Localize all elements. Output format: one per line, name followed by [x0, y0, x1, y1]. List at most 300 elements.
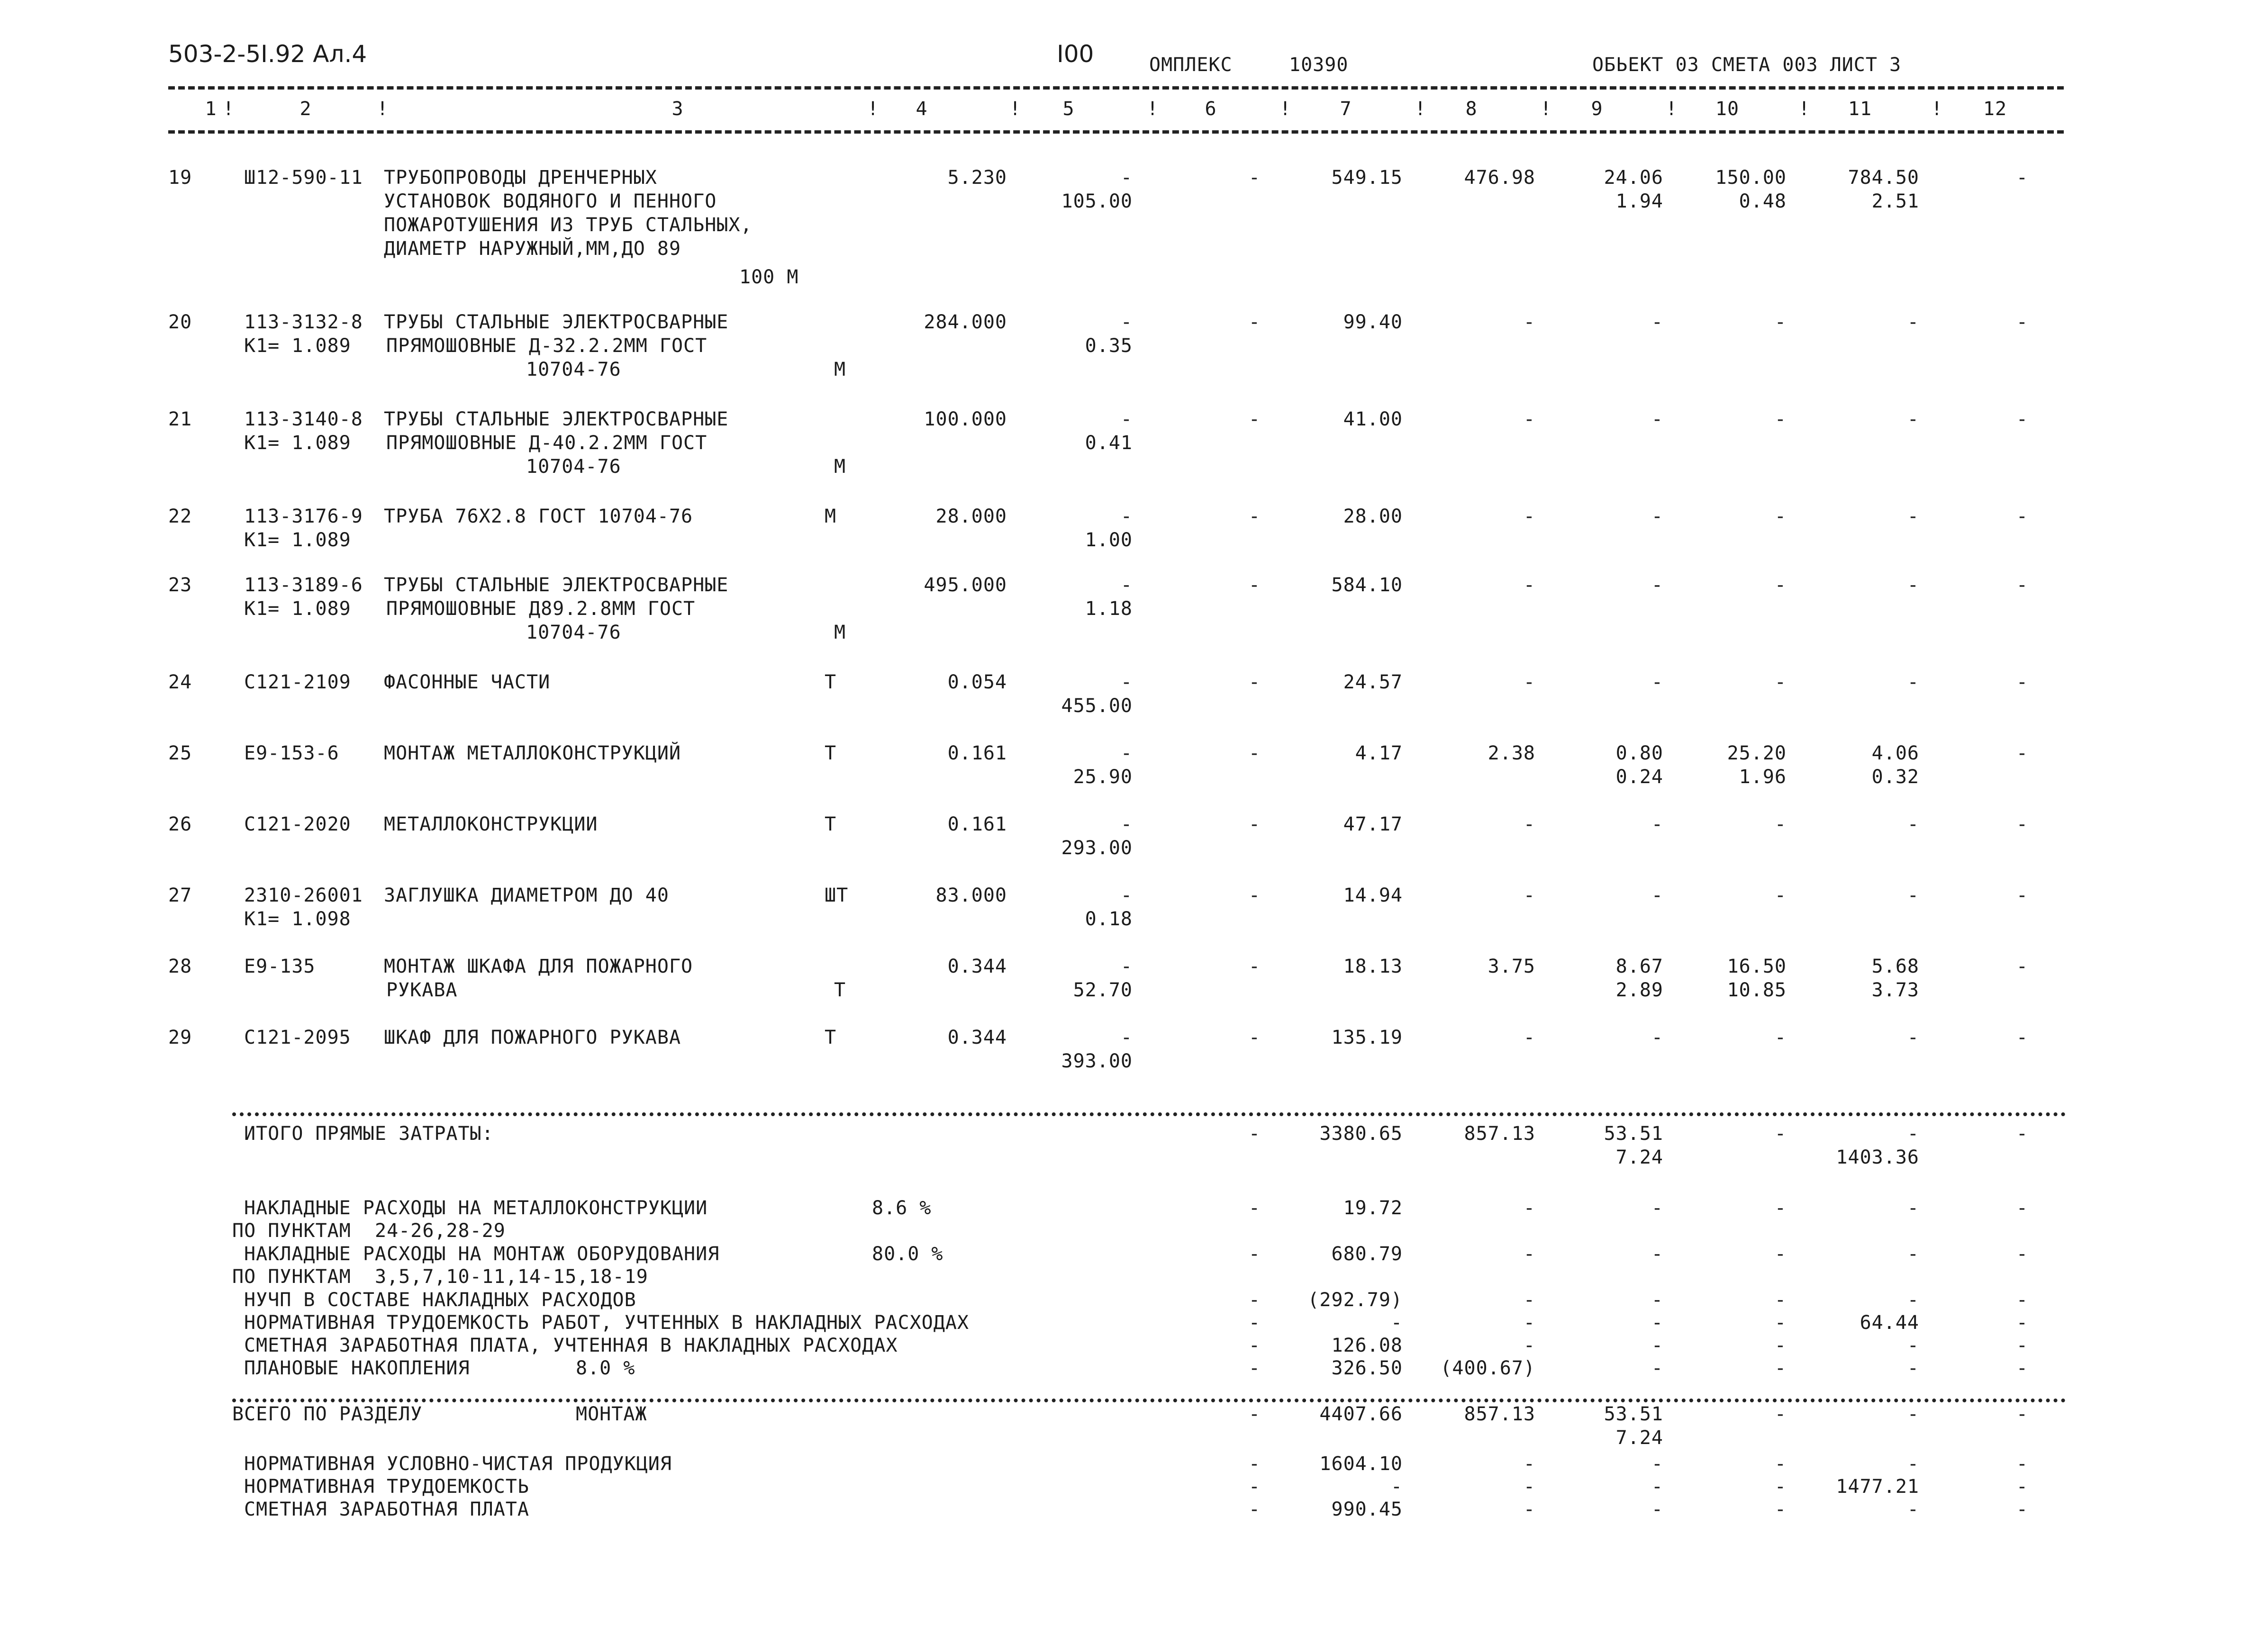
row-col5: - [1120, 1027, 1133, 1048]
overhead-col6: - [1248, 1335, 1261, 1356]
overhead-col8: - [1523, 1289, 1535, 1311]
row-code: 113-3189-6 [244, 574, 363, 596]
overhead-col9: - [1651, 1289, 1663, 1311]
row-number: 22 [168, 506, 192, 527]
row-description: ШКАФ ДЛЯ ПОЖАРНОГО РУКАВА [384, 1027, 681, 1048]
totals-row [0, 1122, 2268, 1174]
overhead-col10: - [1774, 1289, 1787, 1311]
row-col9-sub: 2.89 [1615, 979, 1663, 1001]
row-col6: - [1248, 671, 1261, 693]
overhead-col7: 326.50 [1331, 1357, 1403, 1379]
complex-label: ОМПЛЕКС [1149, 54, 1233, 76]
row-coefficient: К1= 1.098 [244, 908, 351, 930]
row-unit: Т [825, 1027, 837, 1048]
row-col5: - [1120, 956, 1133, 977]
row-col6: - [1248, 167, 1261, 189]
row-description: ПРЯМОШОВНЫЕ Д89.2.8ММ ГОСТ [386, 598, 696, 620]
row-col5: - [1120, 506, 1133, 527]
overhead-col10: - [1774, 1357, 1787, 1379]
row-number: 24 [168, 671, 192, 693]
section-col12: - [2016, 1403, 2028, 1425]
overhead-label: НАКЛАДНЫЕ РАСХОДЫ НА МОНТАЖ ОБОРУДОВАНИЯ [244, 1243, 720, 1265]
row-col12: - [2016, 1027, 2028, 1048]
overhead-col10: - [1774, 1243, 1787, 1265]
summary-col9: - [1651, 1453, 1663, 1475]
row-code: 113-3140-8 [244, 408, 363, 430]
row-number: 28 [168, 956, 192, 977]
overhead-col8: (400.67) [1440, 1357, 1535, 1379]
row-col5: - [1120, 813, 1133, 835]
summary-line [0, 1452, 2268, 1476]
overhead-col12: - [2016, 1357, 2028, 1379]
row-col12: - [2016, 885, 2028, 906]
summary-col11: - [1907, 1499, 1919, 1520]
row-col11: - [1907, 574, 1919, 596]
overhead-col9: - [1651, 1312, 1663, 1334]
summary-label: СМЕТНАЯ ЗАРАБОТНАЯ ПЛАТА [244, 1499, 529, 1520]
overhead-col9: - [1651, 1335, 1663, 1356]
column-header: 9 [1591, 98, 1603, 120]
overhead-col11: - [1907, 1289, 1919, 1311]
row-col12: - [2016, 408, 2028, 430]
totals-col7: 3380.65 [1319, 1123, 1403, 1145]
row-col11-sub: 3.73 [1871, 979, 1919, 1001]
overhead-col10: - [1774, 1335, 1787, 1356]
row-col11-sub: 2.51 [1871, 190, 1919, 212]
overhead-rate: 80.0 % [872, 1243, 943, 1265]
summary-col11: 1477.21 [1836, 1476, 1919, 1498]
row-col11: - [1907, 506, 1919, 527]
column-separator: ! [377, 98, 389, 120]
row-description: ПРЯМОШОВНЫЕ Д-40.2.2ММ ГОСТ [386, 432, 708, 454]
column-separator: ! [867, 98, 880, 120]
row-col10: 16.50 [1727, 956, 1787, 977]
row-col5: - [1120, 885, 1133, 906]
overhead-label: СМЕТНАЯ ЗАРАБОТНАЯ ПЛАТА, УЧТЕННАЯ В НАКЛАДНЫХ РАСХОДАХ [244, 1335, 898, 1356]
row-col7: 18.13 [1343, 956, 1403, 977]
row-unit: М [834, 622, 846, 643]
row-unit: М [834, 456, 846, 478]
row-col10: - [1774, 1027, 1787, 1048]
summary-col7: 990.45 [1331, 1499, 1403, 1520]
summary-col7: 1604.10 [1319, 1453, 1403, 1475]
row-code: С121-2095 [244, 1027, 351, 1048]
column-header: 6 [1205, 98, 1217, 120]
summary-col8: - [1523, 1453, 1535, 1475]
row-quantity: 28.000 [935, 506, 1007, 527]
row-col8: - [1523, 1027, 1535, 1048]
totals-col9: 53.51 [1604, 1123, 1663, 1145]
totals-col10: - [1774, 1123, 1787, 1145]
row-col5-sub: 0.41 [1085, 432, 1133, 454]
row-quantity: 5.230 [947, 167, 1007, 189]
row-col9: 0.80 [1615, 742, 1663, 764]
row-description: 10704-76 [526, 456, 621, 478]
row-col11: - [1907, 311, 1919, 333]
section-dotted-rule [232, 1399, 2066, 1402]
row-description: ПОЖАРОТУШЕНИЯ ИЗ ТРУБ СТАЛЬНЫХ, [384, 214, 753, 236]
row-quantity: 100.000 [924, 408, 1007, 430]
overhead-line [0, 1196, 2268, 1244]
summary-col6: - [1248, 1476, 1261, 1498]
row-col8: - [1523, 885, 1535, 906]
section-total-row [0, 1402, 2268, 1454]
row-col12: - [2016, 671, 2028, 693]
column-header: 1 [205, 98, 217, 120]
row-description: МОНТАЖ МЕТАЛЛОКОНСТРУКЦИЙ [384, 742, 681, 764]
row-col12: - [2016, 574, 2028, 596]
row-code: 2310-26001 [244, 885, 363, 906]
row-number: 26 [168, 813, 192, 835]
row-quantity: 0.161 [947, 813, 1007, 835]
column-header: 4 [916, 98, 928, 120]
row-col6: - [1248, 1027, 1261, 1048]
summary-col12: - [2016, 1453, 2028, 1475]
row-col5: - [1120, 311, 1133, 333]
row-col6: - [1248, 742, 1261, 764]
row-col5-sub: 105.00 [1061, 190, 1133, 212]
column-header: 11 [1848, 98, 1872, 120]
overhead-col11: - [1907, 1357, 1919, 1379]
row-coefficient: К1= 1.089 [244, 432, 351, 454]
row-col7: 584.10 [1331, 574, 1403, 596]
overhead-col11: 64.44 [1860, 1312, 1919, 1334]
column-separator: ! [1540, 98, 1552, 120]
row-col10: - [1774, 885, 1787, 906]
row-col8: 3.75 [1488, 956, 1535, 977]
row-col12: - [2016, 167, 2028, 189]
row-col7: 41.00 [1343, 408, 1403, 430]
row-col5-sub: 1.18 [1085, 598, 1133, 620]
row-unit: М [825, 506, 837, 527]
row-unit: М [834, 359, 846, 380]
summary-col10: - [1774, 1499, 1787, 1520]
overhead-line [0, 1356, 2268, 1404]
overhead-label: НОРМАТИВНАЯ ТРУДОЕМКОСТЬ РАБОТ, УЧТЕННЫХ В НАКЛАДНЫХ РАСХОДАХ [244, 1312, 970, 1334]
header-bottom-rule [168, 130, 2064, 134]
summary-col12: - [2016, 1499, 2028, 1520]
row-col6: - [1248, 885, 1261, 906]
summary-col12: - [2016, 1476, 2028, 1498]
summary-col6: - [1248, 1453, 1261, 1475]
row-col9: - [1651, 671, 1663, 693]
row-col5: - [1120, 167, 1133, 189]
column-separator: ! [1798, 98, 1811, 120]
column-separator: ! [1147, 98, 1159, 120]
row-col5-sub: 455.00 [1061, 695, 1133, 717]
row-col9: - [1651, 574, 1663, 596]
totals-label: ИТОГО ПРЯМЫЕ ЗАТРАТЫ: [244, 1123, 494, 1145]
row-description: МОНТАЖ ШКАФА ДЛЯ ПОЖАРНОГО [384, 956, 693, 977]
row-col8: - [1523, 311, 1535, 333]
row-col7: 24.57 [1343, 671, 1403, 693]
column-separator: ! [1415, 98, 1427, 120]
row-number: 21 [168, 408, 192, 430]
summary-col8: - [1523, 1476, 1535, 1498]
row-col11-sub: 0.32 [1871, 766, 1919, 788]
row-description: МЕТАЛЛОКОНСТРУКЦИИ [384, 813, 598, 835]
section-col9-sub: 7.24 [1615, 1427, 1663, 1449]
row-code: С121-2109 [244, 671, 351, 693]
row-col9: - [1651, 311, 1663, 333]
row-col9: 8.67 [1615, 956, 1663, 977]
overhead-label: НАКЛАДНЫЕ РАСХОДЫ НА МЕТАЛЛОКОНСТРУКЦИИ [244, 1197, 708, 1219]
row-col10-sub: 0.48 [1739, 190, 1787, 212]
row-col11: 5.68 [1871, 956, 1919, 977]
row-col7: 99.40 [1343, 311, 1403, 333]
object-estimate-sheet: ОБЬЕКТ 03 СМЕТА 003 ЛИСТ 3 [1592, 54, 1902, 76]
row-col9: - [1651, 885, 1663, 906]
overhead-col11: - [1907, 1197, 1919, 1219]
row-col6: - [1248, 506, 1261, 527]
row-coefficient: К1= 1.089 [244, 529, 351, 551]
row-col10: - [1774, 506, 1787, 527]
row-col9: - [1651, 408, 1663, 430]
row-col12: - [2016, 956, 2028, 977]
row-col6: - [1248, 813, 1261, 835]
row-col7: 28.00 [1343, 506, 1403, 527]
column-separator: ! [1931, 98, 1943, 120]
row-description: ТРУБЫ СТАЛЬНЫЕ ЭЛЕКТРОСВАРНЫЕ [384, 311, 729, 333]
column-separator: ! [1666, 98, 1678, 120]
row-col8: - [1523, 408, 1535, 430]
overhead-col6: - [1248, 1243, 1261, 1265]
row-quantity: 0.344 [947, 1027, 1007, 1048]
row-col8: 476.98 [1464, 167, 1535, 189]
totals-dotted-rule [232, 1112, 2066, 1116]
row-code: Е9-153-6 [244, 742, 339, 764]
row-col7: 47.17 [1343, 813, 1403, 835]
row-number: 27 [168, 885, 192, 906]
overhead-col7: 680.79 [1331, 1243, 1403, 1265]
row-col12: - [2016, 506, 2028, 527]
summary-col6: - [1248, 1499, 1261, 1520]
summary-col9: - [1651, 1476, 1663, 1498]
overhead-col12: - [2016, 1289, 2028, 1311]
overhead-col10: - [1774, 1197, 1787, 1219]
row-col5: - [1120, 742, 1133, 764]
column-header: 3 [671, 98, 684, 120]
row-col9: - [1651, 813, 1663, 835]
section-col10: - [1774, 1403, 1787, 1425]
row-code: 113-3132-8 [244, 311, 363, 333]
row-col7: 4.17 [1355, 742, 1403, 764]
totals-col11-sub: 1403.36 [1836, 1146, 1919, 1168]
row-col9: - [1651, 506, 1663, 527]
row-col5-sub: 52.70 [1073, 979, 1133, 1001]
row-col11: 784.50 [1848, 167, 1919, 189]
row-col12: - [2016, 742, 2028, 764]
row-col11: - [1907, 813, 1919, 835]
row-col8: - [1523, 671, 1535, 693]
row-description: ДИАМЕТР НАРУЖНЫЙ,ММ,ДО 89 [384, 238, 681, 260]
row-coefficient: К1= 1.089 [244, 598, 351, 620]
row-col12: - [2016, 813, 2028, 835]
row-code: Е9-135 [244, 956, 316, 977]
row-description: ТРУБОПРОВОДЫ ДРЕНЧЕРНЫХ [384, 167, 657, 189]
totals-col8: 857.13 [1464, 1123, 1535, 1145]
row-code: 113-3176-9 [244, 506, 363, 527]
row-unit: Т [825, 813, 837, 835]
row-number: 29 [168, 1027, 192, 1048]
summary-col9: - [1651, 1499, 1663, 1520]
row-col10: - [1774, 311, 1787, 333]
header-top-rule [168, 86, 2064, 90]
row-quantity: 0.161 [947, 742, 1007, 764]
row-col10: 150.00 [1715, 167, 1787, 189]
overhead-col9: - [1651, 1357, 1663, 1379]
page-number: I00 [1057, 40, 1094, 68]
row-col5: - [1120, 671, 1133, 693]
row-unit: Т [825, 742, 837, 764]
column-separator: ! [1009, 98, 1022, 120]
row-col5-sub: 393.00 [1061, 1050, 1133, 1072]
complex-number: 10390 [1289, 54, 1349, 76]
row-number: 25 [168, 742, 192, 764]
row-quantity: 284.000 [924, 311, 1007, 333]
section-col7: 4407.66 [1319, 1403, 1403, 1425]
row-description: 10704-76 [526, 622, 621, 643]
section-col6: - [1248, 1403, 1261, 1425]
row-col9-sub: 1.94 [1615, 190, 1663, 212]
column-header: 10 [1715, 98, 1740, 120]
overhead-col12: - [2016, 1335, 2028, 1356]
overhead-col9: - [1651, 1197, 1663, 1219]
summary-col11: - [1907, 1453, 1919, 1475]
overhead-col7: (292.79) [1307, 1289, 1403, 1311]
summary-col7: - [1390, 1476, 1403, 1498]
overhead-col8: - [1523, 1312, 1535, 1334]
row-quantity: 83.000 [935, 885, 1007, 906]
row-code: Ш12-590-11 [244, 167, 363, 189]
overhead-col7: 19.72 [1343, 1197, 1403, 1219]
row-col8: - [1523, 506, 1535, 527]
column-header: 2 [299, 98, 312, 120]
row-description: ФАСОННЫЕ ЧАСТИ [384, 671, 551, 693]
overhead-label: НУЧП В СОСТАВЕ НАКЛАДНЫХ РАСХОДОВ [244, 1289, 636, 1311]
overhead-col11: - [1907, 1243, 1919, 1265]
row-col5: - [1120, 408, 1133, 430]
overhead-col8: - [1523, 1335, 1535, 1356]
row-col9: 24.06 [1604, 167, 1663, 189]
row-col6: - [1248, 956, 1261, 977]
overhead-label: ПЛАНОВЫЕ НАКОПЛЕНИЯ [244, 1357, 470, 1379]
summary-label: НОРМАТИВНАЯ ТРУДОЕМКОСТЬ [244, 1476, 529, 1498]
overhead-col9: - [1651, 1243, 1663, 1265]
row-number: 20 [168, 311, 192, 333]
row-col5-sub: 1.00 [1085, 529, 1133, 551]
summary-col10: - [1774, 1453, 1787, 1475]
row-description: ПРЯМОШОВНЫЕ Д-32.2.2ММ ГОСТ [386, 335, 708, 357]
overhead-col7: - [1390, 1312, 1403, 1334]
overhead-col12: - [2016, 1312, 2028, 1334]
overhead-line [0, 1242, 2268, 1290]
row-quantity: 0.054 [947, 671, 1007, 693]
overhead-rate: 8.6 % [872, 1197, 932, 1219]
row-col7: 135.19 [1331, 1027, 1403, 1048]
overhead-col8: - [1523, 1197, 1535, 1219]
row-col6: - [1248, 408, 1261, 430]
row-col9-sub: 0.24 [1615, 766, 1663, 788]
row-unit: ШТ [825, 885, 849, 906]
row-unit: 100 М [739, 266, 799, 288]
row-col8: - [1523, 574, 1535, 596]
overhead-col11: - [1907, 1335, 1919, 1356]
overhead-rate: 8.0 % [576, 1357, 635, 1379]
row-col5-sub: 25.90 [1073, 766, 1133, 788]
summary-line [0, 1498, 2268, 1521]
table-row [0, 166, 2268, 298]
row-col10: - [1774, 574, 1787, 596]
totals-col9-sub: 7.24 [1615, 1146, 1663, 1168]
row-number: 19 [168, 167, 192, 189]
section-total-label: ВСЕГО ПО РАЗДЕЛУ [232, 1403, 423, 1425]
totals-col6: - [1248, 1123, 1261, 1145]
row-col11: - [1907, 671, 1919, 693]
row-description: ТРУБЫ СТАЛЬНЫЕ ЭЛЕКТРОСВАРНЫЕ [384, 574, 729, 596]
overhead-col6: - [1248, 1312, 1261, 1334]
overhead-col10: - [1774, 1312, 1787, 1334]
column-header: 5 [1062, 98, 1075, 120]
totals-col11: - [1907, 1123, 1919, 1145]
totals-col12: - [2016, 1123, 2028, 1145]
row-description: ЗАГЛУШКА ДИАМЕТРОМ ДО 40 [384, 885, 669, 906]
overhead-col6: - [1248, 1289, 1261, 1311]
row-description: ТРУБА 76Х2.8 ГОСТ 10704-76 [384, 506, 693, 527]
row-col5-sub: 0.18 [1085, 908, 1133, 930]
section-col9: 53.51 [1604, 1403, 1663, 1425]
row-number: 23 [168, 574, 192, 596]
row-col11: 4.06 [1871, 742, 1919, 764]
row-col10: - [1774, 671, 1787, 693]
row-unit: Т [834, 979, 846, 1001]
row-col7: 14.94 [1343, 885, 1403, 906]
row-col10: - [1774, 408, 1787, 430]
overhead-col7: 126.08 [1331, 1335, 1403, 1356]
section-col11: - [1907, 1403, 1919, 1425]
overhead-col6: - [1248, 1357, 1261, 1379]
row-description: 10704-76 [526, 359, 621, 380]
row-col12: - [2016, 311, 2028, 333]
row-col5-sub: 293.00 [1061, 837, 1133, 859]
row-col10-sub: 1.96 [1739, 766, 1787, 788]
row-quantity: 495.000 [924, 574, 1007, 596]
document-code: 503-2-5I.92 Ал.4 [168, 40, 367, 68]
summary-col10: - [1774, 1476, 1787, 1498]
row-col9: - [1651, 1027, 1663, 1048]
row-col8: - [1523, 813, 1535, 835]
row-col11: - [1907, 408, 1919, 430]
row-col6: - [1248, 574, 1261, 596]
row-col11: - [1907, 1027, 1919, 1048]
overhead-col6: - [1248, 1197, 1261, 1219]
row-quantity: 0.344 [947, 956, 1007, 977]
column-separator: ! [223, 98, 235, 120]
summary-col8: - [1523, 1499, 1535, 1520]
overhead-pointer: ПО ПУНКТАМ 24-26,28-29 [232, 1220, 506, 1242]
summary-label: НОРМАТИВНАЯ УСЛОВНО-ЧИСТАЯ ПРОДУКЦИЯ [244, 1453, 672, 1475]
overhead-pointer: ПО ПУНКТАМ 3,5,7,10-11,14-15,18-19 [232, 1266, 648, 1288]
column-header: 8 [1465, 98, 1478, 120]
row-col7: 549.15 [1331, 167, 1403, 189]
column-header-row [0, 97, 2268, 123]
column-header: 7 [1340, 98, 1352, 120]
row-code: С121-2020 [244, 813, 351, 835]
section-col8: 857.13 [1464, 1403, 1535, 1425]
section-name: МОНТАЖ [576, 1403, 647, 1425]
column-separator: ! [1279, 98, 1292, 120]
overhead-col12: - [2016, 1243, 2028, 1265]
